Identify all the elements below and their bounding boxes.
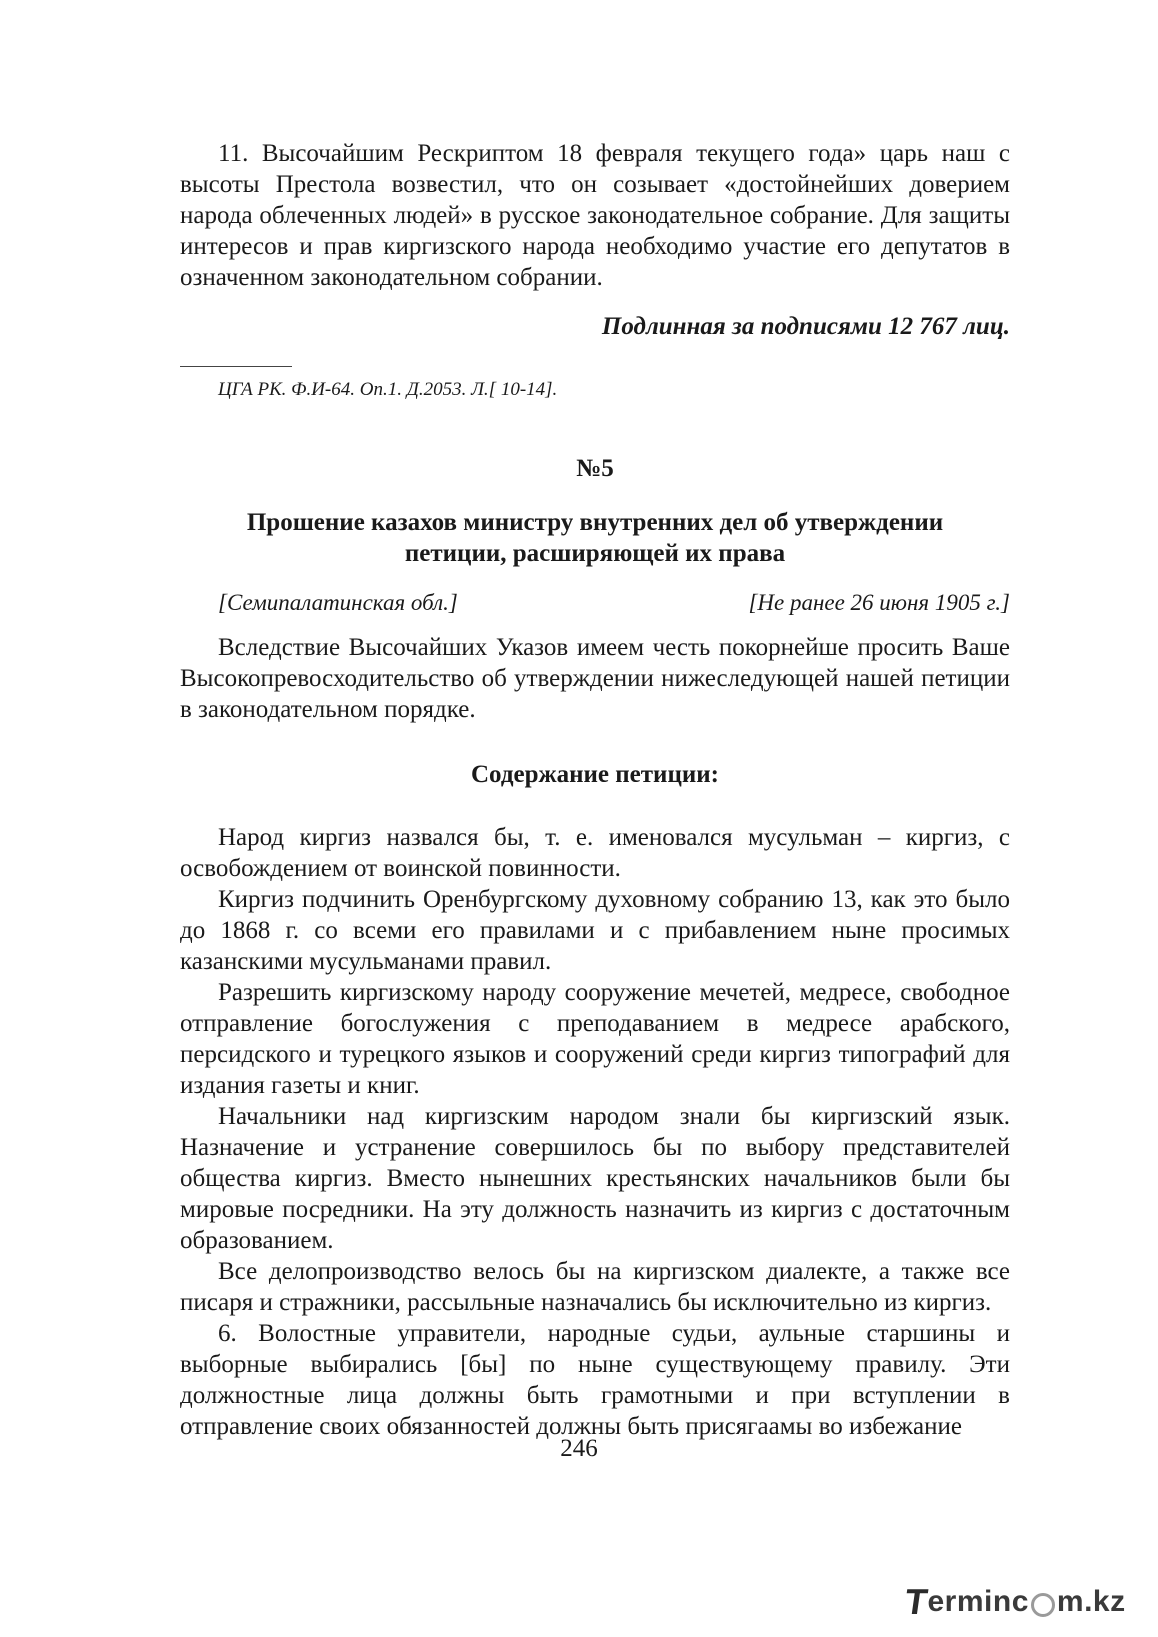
petition-paragraph-6: 6. Волостные управители, народные судьи, аульные старшины и выборные выбирались [бы] по ныне существующему правилу. Эти должностные лица должны быть грамотными и при вступлении в отправление своих обязанностей должны быть присягаамы во избежание <box>180 1320 1010 1440</box>
section-heading: Содержание петиции: <box>471 761 719 788</box>
petition-paragraph-4: Начальники над киргизским народом знали бы киргизский язык. Назначение и устранение совершилось бы по выбору представителей общества киргиз. Вместо нынешних крестьянских начальников были бы мировые посредники. На эту должность назначить из киргиз с достаточным образованием. <box>180 1103 1010 1254</box>
document-date: [Не ранее 26 июня 1905 г.] <box>748 590 1010 615</box>
petition-paragraph-5: Все делопроизводство велось бы на киргизском диалекте, а также все писаря и стражники, рассыльные назначались бы исключительно из киргиз. <box>180 1258 1010 1316</box>
page-number: 246 <box>560 1435 598 1462</box>
footnote-divider <box>180 366 292 367</box>
document-meta <box>180 587 1010 618</box>
page-body <box>180 138 1010 1442</box>
archive-footnote: ЦГА РК. Ф.И-64. Оп.1. Д.2053. Л.[ 10-14]. <box>218 379 558 400</box>
petition-paragraph-2: Киргиз подчинить Оренбургскому духовному собранию 13, как это было до 1868 г. со всеми его правилами и с прибавлением ныне просимых казанскими мусульманами правил. <box>180 886 1010 975</box>
preamble-paragraph: Вследствие Высочайших Указов имеем честь покорнейше просить Ваше Высокопревосходительство об утверждении нижеследующей нашей петиции в законодательном порядке. <box>180 634 1010 723</box>
logo-text-middle: erminc <box>927 1585 1029 1618</box>
document-title-line-1: Прошение казахов министру внутренних дел об утверждении <box>246 509 944 536</box>
document-number: №5 <box>576 455 614 482</box>
logo-text-end: m.kz <box>1056 1585 1126 1618</box>
document-title <box>180 507 1010 569</box>
document-title-line-2: петиции, расширяющей их права <box>404 540 786 567</box>
logo-ring-icon <box>1031 1593 1055 1617</box>
signature-line: Подлинная за подписями 12 767 лиц. <box>601 313 1010 340</box>
intro-paragraph: 11. Высочайшим Рескриптом 18 февраля текущего года» царь наш с высоты Престола возвестил, что он созывает «достойнейших доверием народа облеченных людей» в русское законодательное собрание. Для защиты интересов и прав киргизского народа необходимо участие его депутатов в означенном законодательном собрании. <box>180 140 1010 291</box>
petition-paragraph-1: Народ киргиз назвался бы, т. е. именовался мусульман – киргиз, с освобождением от воинской повинности. <box>180 824 1010 882</box>
petition-paragraph-3: Разрешить киргизскому народу сооружение мечетей, медресе, свободное отправление богослужения с преподаванием в медресе арабского, персидского и турецкого языков и сооружений среди киргиз типографий для издания газеты и книг. <box>180 979 1010 1099</box>
logo-letter-t: T <box>902 1581 931 1622</box>
document-place: [Семипалатинская обл.] <box>218 590 458 615</box>
termincom-logo <box>902 1580 1126 1624</box>
